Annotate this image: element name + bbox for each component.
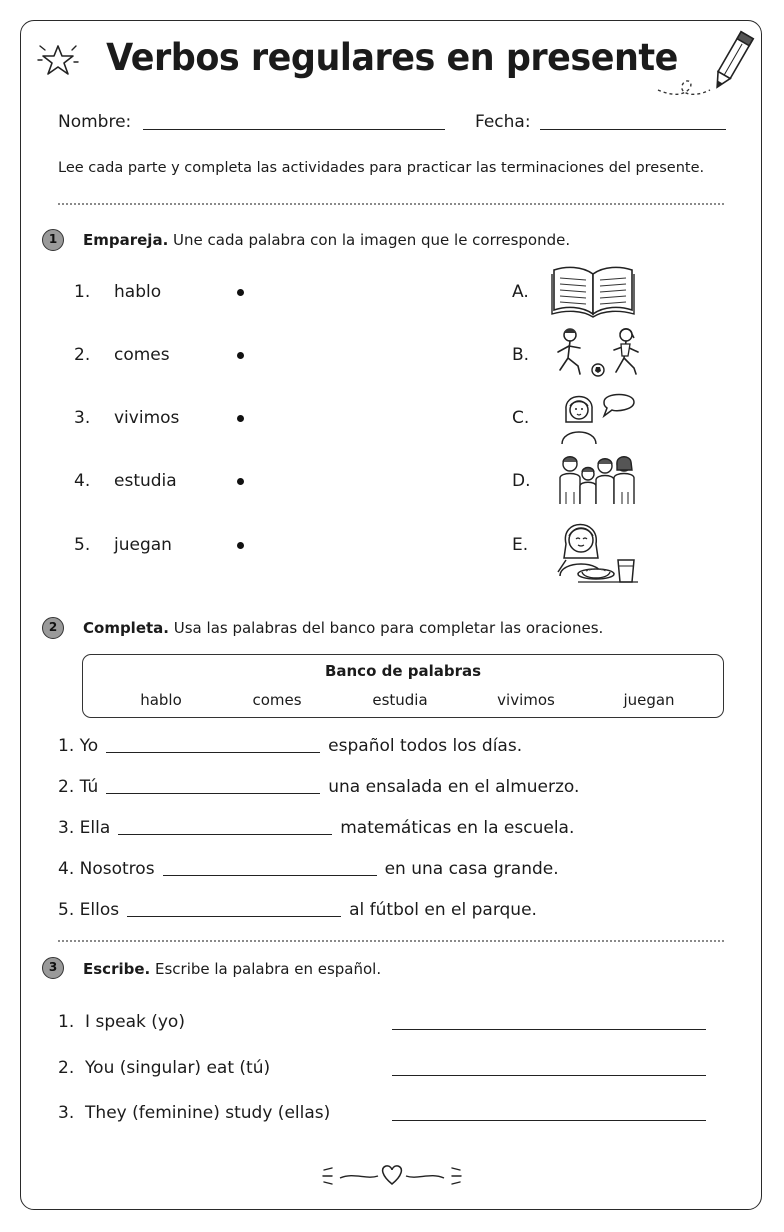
sentence-end: al fútbol en el parque. [349, 900, 537, 920]
bank-word: juegan [623, 691, 675, 709]
dotted-divider [58, 940, 724, 942]
sentence [58, 736, 522, 756]
translate-item: 3. They (feminine) study (ellas) [58, 1103, 331, 1123]
sentence [58, 818, 574, 838]
kids-playing-soccer-icon [550, 326, 646, 382]
match-dot[interactable] [237, 289, 244, 296]
heart-divider-icon [320, 1160, 464, 1190]
sentence-number: 2. [58, 777, 75, 797]
answer-blank[interactable] [106, 778, 320, 794]
answer-blank[interactable] [106, 737, 320, 753]
answer-blank[interactable] [127, 901, 341, 917]
word-bank [82, 654, 724, 718]
bank-word: vivimos [497, 691, 555, 709]
match-letter: D. [512, 471, 531, 491]
sentence [58, 777, 579, 797]
answer-line[interactable] [392, 1029, 706, 1030]
girl-speaking-icon [560, 388, 640, 446]
sentence-end: español todos los días. [328, 736, 523, 756]
family-group-icon [556, 452, 638, 508]
match-number: 2. [74, 345, 91, 365]
sentence-number: 4. [58, 859, 75, 879]
sentence-start: Ellos [79, 900, 120, 920]
answer-blank[interactable] [118, 819, 332, 835]
match-word: hablo [114, 282, 162, 302]
match-number: 3. [74, 408, 91, 428]
section-1-badge: 1 [42, 229, 64, 251]
match-word: comes [114, 345, 170, 365]
translate-item: 2. You (singular) eat (tú) [58, 1058, 271, 1078]
sentence [58, 900, 537, 920]
section-3-badge: 3 [42, 957, 64, 979]
match-letter: E. [512, 535, 529, 555]
pencil-icon [654, 30, 754, 104]
girl-eating-icon [552, 514, 642, 584]
match-word: juegan [114, 535, 172, 555]
dotted-divider [58, 203, 724, 205]
bank-word: comes [252, 691, 302, 709]
sentence-start: Ella [79, 818, 111, 838]
sentence-end: matemáticas en la escuela. [340, 818, 575, 838]
date-label: Fecha: [475, 112, 531, 132]
sentence-end: una ensalada en el almuerzo. [328, 777, 580, 797]
match-letter: A. [512, 282, 529, 302]
instructions-text: Lee cada parte y completa las actividades para practicar las terminaciones del presente. [58, 160, 705, 176]
name-label: Nombre: [58, 112, 132, 132]
match-dot[interactable] [237, 542, 244, 549]
answer-blank[interactable] [163, 860, 377, 876]
match-dot[interactable] [237, 415, 244, 422]
sentence-number: 1. [58, 736, 75, 756]
section-2-heading: Completa. Usa las palabras del banco para completar las oraciones. [83, 619, 604, 637]
match-word: estudia [114, 471, 177, 491]
match-word: vivimos [114, 408, 180, 428]
section-2-badge: 2 [42, 617, 64, 639]
sentence [58, 859, 559, 879]
match-number: 1. [74, 282, 91, 302]
translate-item: 1. I speak (yo) [58, 1012, 185, 1032]
page-title: Verbos regulares en presente [106, 36, 678, 80]
match-number: 4. [74, 471, 91, 491]
sentence-end: en una casa grande. [384, 859, 559, 879]
section-3-heading: Escribe. Escribe la palabra en español. [83, 960, 382, 978]
match-letter: B. [512, 345, 530, 365]
answer-line[interactable] [392, 1075, 706, 1076]
match-dot[interactable] [237, 478, 244, 485]
bank-word: hablo [140, 691, 182, 709]
match-dot[interactable] [237, 352, 244, 359]
sentence-number: 5. [58, 900, 75, 920]
sentence-start: Nosotros [79, 859, 155, 879]
date-field[interactable] [540, 129, 726, 130]
match-letter: C. [512, 408, 530, 428]
sentence-start: Tú [79, 777, 99, 797]
sentence-start: Yo [79, 736, 99, 756]
word-bank-title: Banco de palabras [324, 662, 482, 680]
match-number: 5. [74, 535, 91, 555]
sentence-number: 3. [58, 818, 75, 838]
bank-word: estudia [372, 691, 428, 709]
section-1-heading: Empareja. Une cada palabra con la imagen que le corresponde. [83, 231, 571, 249]
open-book-icon [550, 262, 636, 318]
name-field[interactable] [143, 129, 445, 130]
answer-line[interactable] [392, 1120, 706, 1121]
